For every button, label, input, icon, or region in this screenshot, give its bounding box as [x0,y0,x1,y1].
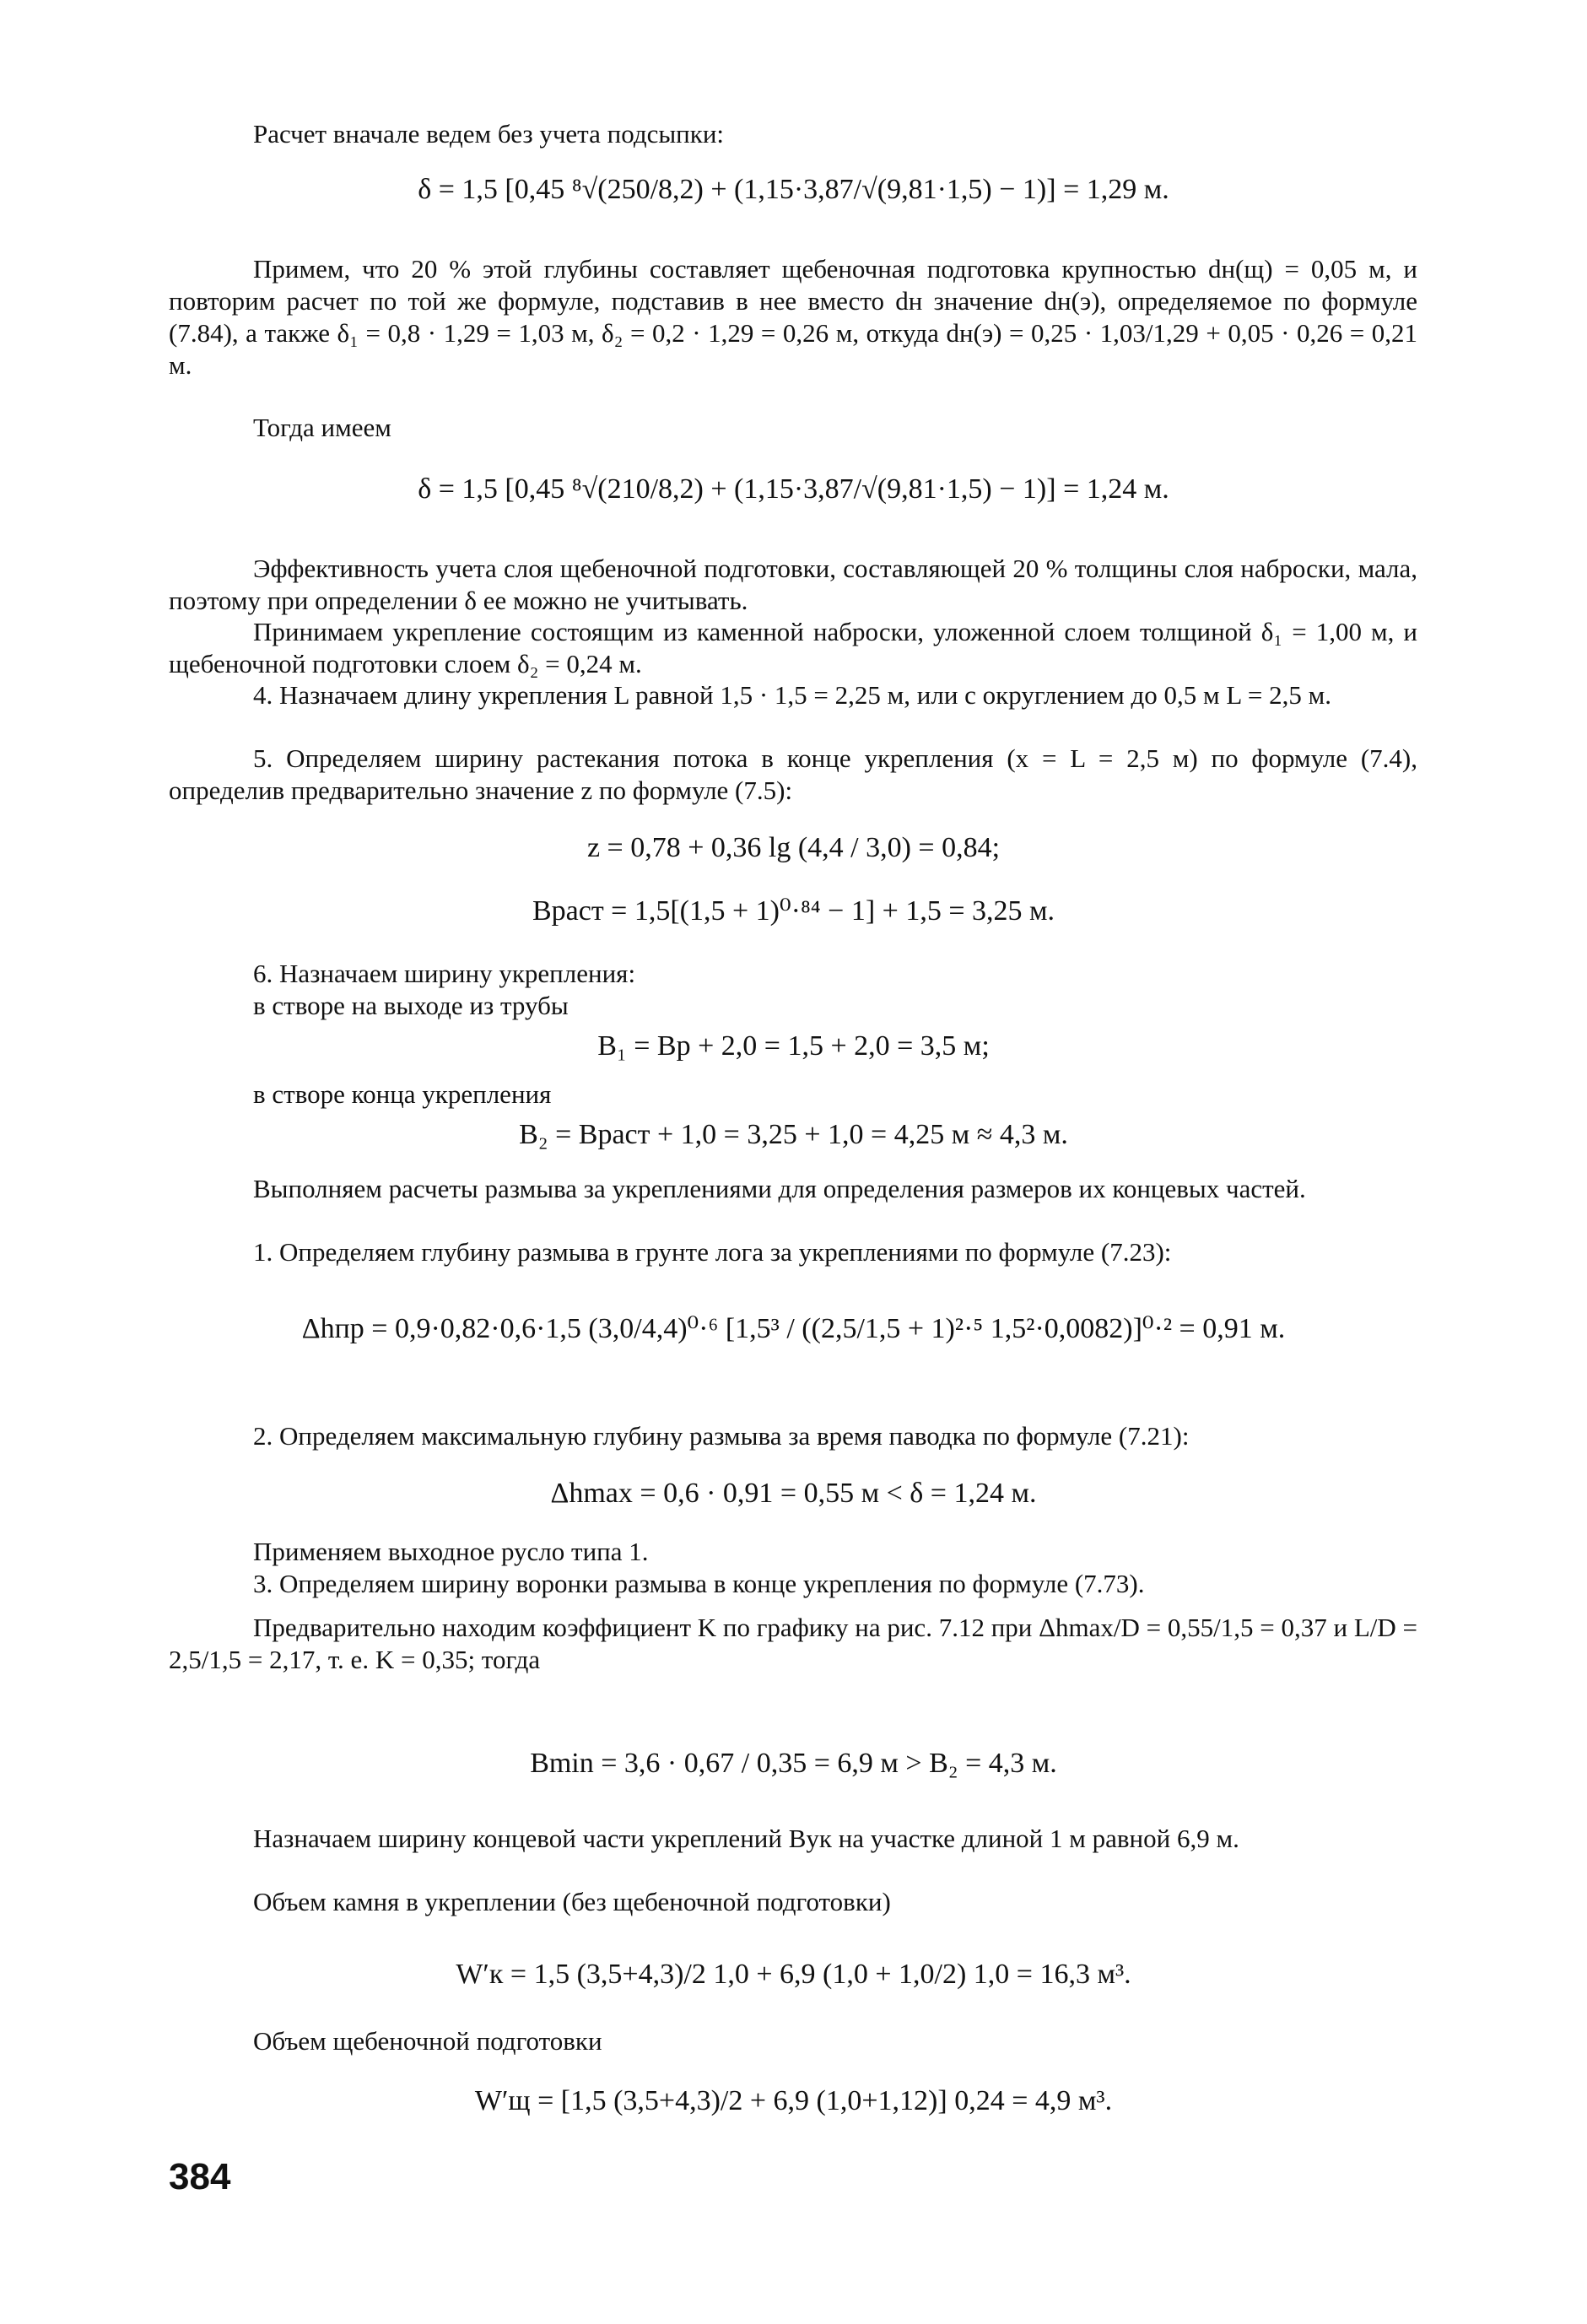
equation: δ = 1,5 [0,45 ⁸√(210/8,2) + (1,15·3,87/√(9,81·1,5) − 1)] = 1,24 м. [418,473,1169,505]
paragraph: Тогда имеем [253,413,391,442]
paragraph: Принимаем укрепление состоящим из каменной наброски, уложенной слоем толщиной δ₁ = 1,00 м, и щебеночной подготовки слоем δ₂ = 0,24 м. [169,617,1417,678]
equation: z = 0,78 + 0,36 lg (4,4 / 3,0) = 0,84; [586,832,1001,863]
paragraph: Расчет вначале ведем без учета подсыпки: [253,119,725,149]
equation: W′щ = [1,5 (3,5+4,3)/2 + 6,9 (1,0+1,12)] 0,24 = 4,9 м³. [474,2085,1113,2116]
paragraph: 4. Назначаем длину укрепления L равной 1,5 · 1,5 = 2,25 м, или с округлением до 0,5 м L = 2,5 м. [253,680,1332,710]
equation: B₁ = Bр + 2,0 = 1,5 + 2,0 = 3,5 м; [597,1030,990,1062]
equation: B₂ = Bраст + 1,0 = 3,25 + 1,0 = 4,25 м ≈ 4,3 м. [519,1119,1068,1150]
paragraph: 3. Определяем ширину воронки размыва в конце укрепления по формуле (7.73). [253,1569,1145,1598]
paragraph: Назначаем ширину концевой части укреплений Bук на участке длиной 1 м равной 6,9 м. [253,1824,1239,1853]
paragraph: Предварительно находим коэффициент K по графику на рис. 7.12 при Δhmax/D = 0,55/1,5 = 0,37 и L/D = 2,5/1,5 = 2,17, т. е. K = 0,35; тогда [169,1613,1418,1674]
paragraph: 5. Определяем ширину растекания потока в конце укрепления (x = L = 2,5 м) по формуле (7.4), определив предварительно значение z по формуле (7.5): [169,743,1417,805]
paragraph: Применяем выходное русло типа 1. [253,1537,649,1566]
equation: Δhmax = 0,6 · 0,91 = 0,55 м < δ = 1,24 м. [550,1478,1037,1509]
paragraph: Объем щебеночной подготовки [253,2026,602,2056]
paragraph: в створе на выходе из трубы [253,991,569,1020]
paragraph: в створе конца укрепления [253,1079,552,1109]
equation: Bmin = 3,6 · 0,67 / 0,35 = 6,9 м > B₂ = 4,3 м. [530,1748,1057,1779]
equation: Δhпр = 0,9·0,82·0,6·1,5 (3,0/4,4)⁰·⁶ [1,5³ / ((2,5/1,5 + 1)²·⁵ 1,5²·0,0082)]⁰·² = 0,91 м. [301,1313,1286,1344]
paragraph: 1. Определяем глубину размыва в грунте лога за укреплениями по формуле (7.23): [253,1237,1172,1267]
paragraph: Выполняем расчеты размыва за укреплениями для определения размеров их концевых частей. [253,1174,1306,1203]
paragraph: Объем камня в укреплении (без щебеночной подготовки) [253,1887,891,1916]
equation: δ = 1,5 [0,45 ⁸√(250/8,2) + (1,15·3,87/√(9,81·1,5) − 1)] = 1,29 м. [418,174,1169,205]
page-number: 384 [169,2156,231,2197]
paragraph: Эффективность учета слоя щебеночной подготовки, составляющей 20 % толщины слоя наброски, мала, поэтому при определении δ ее можно не учитывать. [169,554,1417,615]
paragraph: 6. Назначаем ширину укрепления: [253,959,636,988]
equation: W′к = 1,5 (3,5+4,3)/2 1,0 + 6,9 (1,0 + 1,0/2) 1,0 = 16,3 м³. [456,1959,1131,1990]
paragraph: 2. Определяем максимальную глубину размыва за время паводка по формуле (7.21): [253,1421,1190,1451]
equation: Bраст = 1,5[(1,5 + 1)⁰·⁸⁴ − 1] + 1,5 = 3,25 м. [532,895,1055,927]
paragraph: Примем, что 20 % этой глубины составляет щебеночная подготовка крупностью dн(щ) = 0,05 м, и повторим расчет по той же формуле, подставив в нее вместо dн значение dн(э), определяемое по формуле (7.84), а также δ₁ = 0,8 · 1,29 = 1,03 м, δ₂ = 0,2 · 1,29 = 0,26 м, откуда dн(э) = 0,25 · 1,03/1,29 + 0,05 · 0,26 = 0,21 м. [169,254,1417,380]
